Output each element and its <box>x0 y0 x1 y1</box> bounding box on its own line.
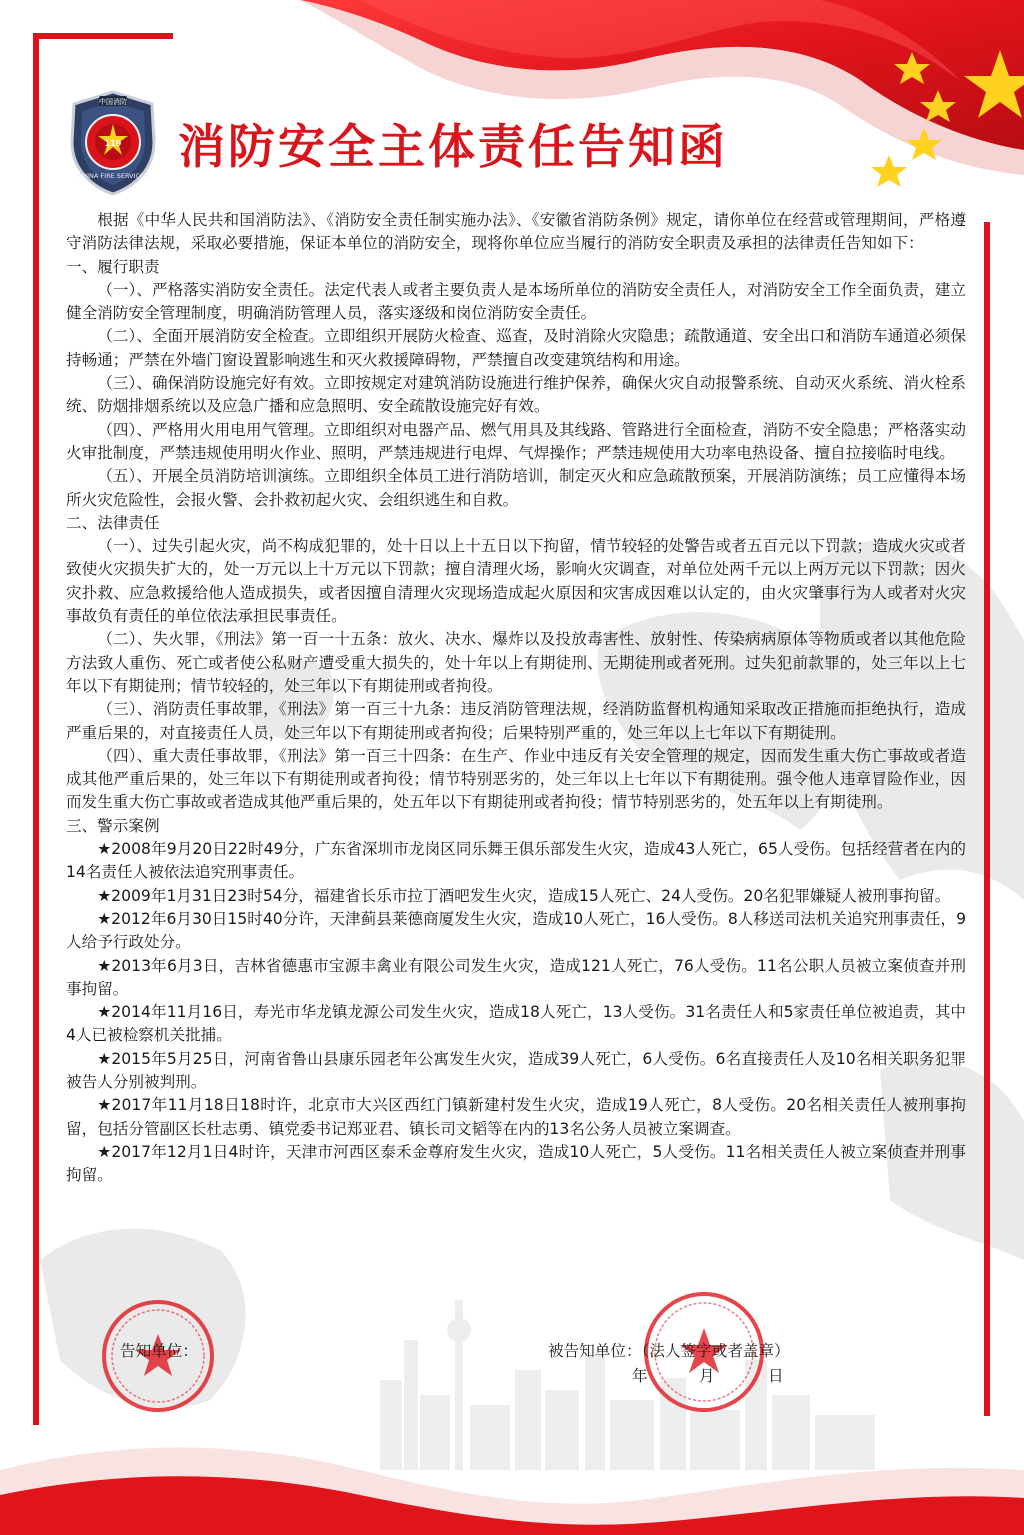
section-heading: 一、履行职责 <box>66 257 160 276</box>
case-item: ★2017年11月18日18时许，北京市大兴区西红门镇新建村发生火灾，造成19人死亡，8人受伤。20名相关责任人被刑事拘留，包括分管副区长杜志勇、镇党委书记郑亚君、镇长司文韬等在内的13名公务人员被立案调查。 <box>66 1096 966 1138</box>
section-item: （二）、失火罪，《刑法》第一百一十五条：放火、决水、爆炸以及投放毒害性、放射性、传染病病原体等物质或者以其他危险方法致人重伤、死亡或者使公私财产遭受重大损失的，处十年以上有期徒刑、无期徒刑或者死刑。过失犯前款罪的，处三年以上七年以下有期徒刑；情节较轻的，处三年以下有期徒刑或者拘役。 <box>66 630 966 695</box>
case-item: ★2013年6月3日，吉林省德惠市宝源丰禽业有限公司发生火灾，造成121人死亡，76人受伤。11名公职人员被立案侦查并刑事拘留。 <box>66 956 966 998</box>
section-item: （三）、确保消防设施完好有效。立即按规定对建筑消防设施进行维护保养，确保火灾自动报警系统、自动灭火系统、消火栓系统、防烟排烟系统以及应急广播和应急照明、安全疏散设施完好有效。 <box>66 374 966 416</box>
document-body <box>66 209 966 1187</box>
section-item: （三）、消防责任事故罪，《刑法》第一百三十九条：违反消防管理法规，经消防监督机构通知采取改正措施而拒绝执行，造成严重后果的，对直接责任人员，处三年以下有期徒刑或者拘役；后果特别严重的，处三年以上七年以下有期徒刑。 <box>66 700 966 742</box>
section-item: （四）、严格用火用电用气管理。立即组织对电器产品、燃气用具及其线路、管路进行全面检查，消防不安全隐患；严格落实动火审批制度，严禁违规使用明火作业、照明，严禁违规进行电焊、气焊操作；严禁违规使用大功率电热设备、擅自拉接临时电线。 <box>66 420 966 462</box>
case-item: ★2008年9月20日22时49分，广东省深圳市龙岗区同乐舞王俱乐部发生火灾，造成43人死亡，65人受伤。包括经营者在内的14名责任人被依法追究刑事责任。 <box>66 840 966 882</box>
fire-services-emblem <box>66 90 160 196</box>
intro-paragraph: 根据《中华人民共和国消防法》、《消防安全责任制实施办法》、《安徽省消防条例》规定，请你单位在经营或管理期间，严格遵守消防法律法规，采取必要措施，保证本单位的消防安全，现将你单位应当履行的消防安全职责及承担的法律责任告知如下： <box>66 211 966 253</box>
case-item: ★2014年11月16日，寿光市华龙镇龙源公司发生火灾，造成18人死亡，13人受伤。31名责任人和5家责任单位被追责，其中4人已被检察机关批捕。 <box>66 1003 966 1045</box>
frame-left-vertical <box>33 33 39 1425</box>
date-year: 年 <box>632 1367 648 1385</box>
frame-top-left-horizontal <box>33 33 173 39</box>
section-heading: 二、法律责任 <box>66 513 160 532</box>
notifying-unit-label: 告知单位： <box>120 1342 198 1360</box>
case-item: ★2017年12月1日4时许，天津市河西区泰禾金尊府发生火灾，造成10人死亡，5人受伤。11名相关责任人被立案侦查并刑事拘留。 <box>66 1142 966 1185</box>
notified-unit-label: 被告知单位：（法人签字或者盖章） <box>548 1342 790 1360</box>
case-item: ★2012年6月30日15时40分许，天津蓟县莱德商厦发生火灾，造成10人死亡，16人受伤。8人移送司法机关追究刑事责任，9人给予行政处分。 <box>66 909 966 952</box>
frame-right-vertical <box>984 222 990 1416</box>
section-item: （四）、重大责任事故罪，《刑法》第一百三十四条：在生产、作业中违反有关安全管理的规定，因而发生重大伤亡事故或者造成其他严重后果的，处三年以下有期徒刑或者拘役；情节特别恶劣的，处三年以上七年以下有期徒刑。强令他人违章冒险作业，因而发生重大伤亡事故或者造成其他严重后果的，处五年以下有期徒刑或者拘役；情节特别恶劣的，处五年以上有期徒刑。 <box>66 746 966 812</box>
signature-date <box>632 1364 784 1386</box>
emblem-center-text: 119 <box>104 139 122 148</box>
section-item: （二）、全面开展消防安全检查。立即组织开展防火检查、巡查，及时消除火灾隐患；疏散通道、安全出口和消防车通道必须保持畅通；严禁在外墙门窗设置影响逃生和灭火救援障碍物，严禁擅自改变建筑结构和用途。 <box>66 327 966 369</box>
case-item: ★2009年1月31日23时54分，福建省长乐市拉丁酒吧发生火灾，造成15人死亡、24人受伤。20名犯罪嫌疑人被刑事拘留。 <box>97 886 951 905</box>
section-item: （五）、开展全员消防培训演练。立即组织全体员工进行消防培训，制定灭火和应急疏散预案，开展消防演练；员工应懂得本场所火灾危险性，会报火警、会扑救初起火灾、会组织逃生和自救。 <box>66 467 966 509</box>
emblem-top-text: 中国消防 <box>99 98 127 106</box>
page-title: 消防安全主体责任告知函 <box>178 120 728 175</box>
date-month: 月 <box>698 1367 715 1385</box>
section-heading: 三、警示案例 <box>66 816 160 835</box>
section-item: （一）、过失引起火灾，尚不构成犯罪的，处十日以上十五日以下拘留，情节较轻的处警告或者五百元以下罚款；造成火灾或者致使火灾损失扩大的，处一万元以上十万元以下罚款；擅自清理火场，影响火灾调查，对单位处两千元以上两万元以下罚款；因火灾扑救、应急救援给他人造成损失，或者因擅自清理火灾现场造成起火原因和灾害成因难以认定的，由火灾肇事行为人或者对火灾事故负有责任的单位依法承担民事责任。 <box>66 537 966 626</box>
emblem-ring-text: CHINA FIRE SERVICES <box>77 172 149 180</box>
case-item: ★2015年5月25日，河南省鲁山县康乐园老年公寓发生火灾，造成39人死亡，6人受伤。6名直接责任人及10名相关职务犯罪被告人分别被判刑。 <box>66 1049 966 1091</box>
date-day: 日 <box>767 1367 784 1385</box>
section-item: （一）、严格落实消防安全责任。法定代表人或者主要负责人是本场所单位的消防安全责任人，对消防安全工作全面负责，建立健全消防安全管理制度，明确消防管理人员，落实逐级和岗位消防安全责任。 <box>66 280 966 323</box>
signature-area <box>0 1339 1024 1399</box>
